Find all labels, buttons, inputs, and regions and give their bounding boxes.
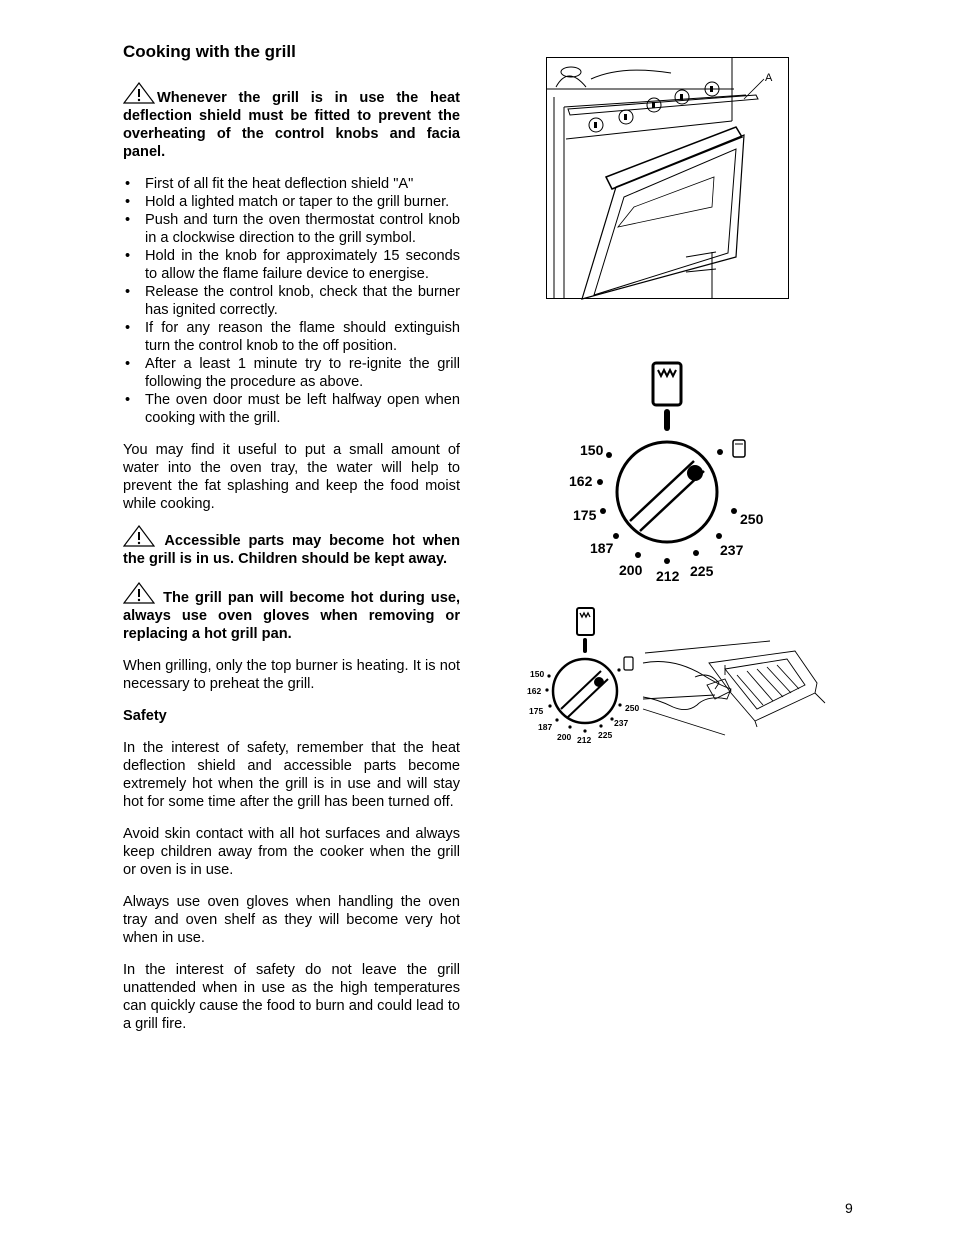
list-item: • Push and turn the oven thermostat control knob in a clockwise direction to the grill symbol.	[123, 211, 460, 247]
dial-mark-200: 200	[619, 562, 643, 578]
dial-mark-225: 225	[690, 563, 714, 579]
page-number: 9	[845, 1200, 853, 1216]
dial-mark-237: 237	[720, 542, 744, 558]
grill-steps-list	[123, 175, 460, 427]
grill-symbol-icon	[577, 608, 594, 635]
dial-mark-187: 187	[538, 722, 553, 732]
grill-symbol-icon	[653, 363, 681, 405]
safety-paragraph: In the interest of safety, remember that the heat deflection shield and accessible parts become extremely hot when the grill is in use and will stay hot for some time after the grill has been turned off.	[123, 740, 460, 810]
dial-mark-212: 212	[656, 568, 680, 584]
top-burner-paragraph: When grilling, only the top burner is heating. It is not necessary to preheat the grill.	[123, 658, 460, 692]
label-a: A	[765, 72, 773, 84]
list-item: • After a least 1 minute try to re-ignite the grill following the procedure as above.	[123, 355, 460, 391]
safety-heading: Safety	[123, 708, 167, 724]
list-item: • Hold a lighted match or taper to the grill burner.	[123, 193, 460, 211]
tray-paragraph: You may find it useful to put a small amount of water into the oven tray, the water will help to prevent the fat splashing and keep the food moist while cooking.	[123, 442, 460, 512]
cooker-illustration	[546, 57, 790, 300]
dial-mark-187: 187	[590, 540, 614, 556]
dial-mark-175: 175	[529, 706, 544, 716]
grill-symbol-small-icon	[624, 657, 633, 670]
safety-paragraph: Avoid skin contact with all hot surfaces and always keep children away from the cooker when the grill or oven is in use.	[123, 826, 460, 878]
dial-mark-162: 162	[527, 686, 542, 696]
dial-mark-150: 150	[580, 442, 604, 458]
warning-triangle-icon	[123, 82, 155, 104]
grill-pan-illustration	[525, 605, 835, 750]
text-column	[123, 40, 460, 1047]
safety-paragraph: In the interest of safety do not leave the grill unattended when in use as the high temperatures can quickly cause the food to burn and could lead to a grill fire.	[123, 962, 460, 1032]
dial-mark-237: 237	[614, 718, 629, 728]
list-item: • The oven door must be left halfway open when cooking with the grill.	[123, 391, 460, 427]
warning-triangle-icon	[123, 582, 155, 604]
grill-symbol-small-icon	[733, 440, 745, 457]
list-item: • First of all fit the heat deflection shield "A"	[123, 175, 460, 193]
dial-knob-small	[553, 659, 617, 723]
dial-mark-162: 162	[569, 473, 593, 489]
warning-grill-pan: The grill pan will become hot during use, always use oven gloves when removing or replacing a hot grill pan.	[123, 582, 460, 643]
dial-mark-200: 200	[557, 732, 572, 742]
dial-mark-250: 250	[625, 703, 640, 713]
warning-triangle-icon	[123, 525, 155, 547]
warning-deflection-shield: Whenever the grill is in use the heat deflection shield must be fitted to prevent the overheating of the control knobs and facia panel.	[123, 82, 460, 161]
list-item: • Release the control knob, check that the burner has ignited correctly.	[123, 283, 460, 319]
thermostat-dial-large	[560, 355, 790, 595]
dial-mark-150: 150	[530, 669, 545, 679]
dial-mark-175: 175	[573, 507, 597, 523]
list-item: • Hold in the knob for approximately 15 seconds to allow the flame failure device to energise.	[123, 247, 460, 283]
dial-mark-225: 225	[598, 730, 613, 740]
dial-mark-250: 250	[740, 511, 764, 527]
safety-paragraph: Always use oven gloves when handling the oven tray and oven shelf as they will become very hot when in use.	[123, 894, 460, 946]
list-item: • If for any reason the flame should extinguish turn the control knob to the off position.	[123, 319, 460, 355]
dial-pointer	[664, 409, 670, 431]
warning-accessible-parts: Accessible parts may become hot when the grill is in us. Children should be kept away.	[123, 525, 460, 568]
dial-knob	[617, 442, 717, 542]
dial-mark-212: 212	[577, 735, 592, 745]
page-title: Cooking with the grill	[123, 42, 296, 61]
